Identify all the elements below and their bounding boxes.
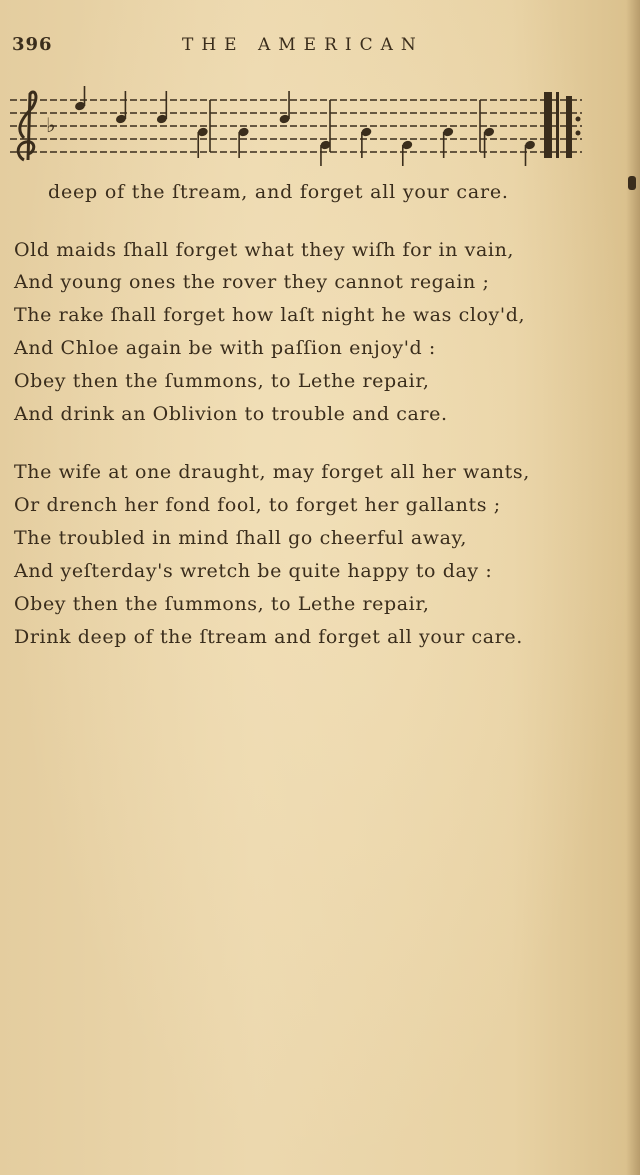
music-staff	[10, 86, 582, 166]
verse-line: Or drench her fond fool, to forget her gallants ;	[14, 494, 501, 516]
flat-sign-icon: ♭	[46, 113, 56, 137]
verse-line: Old maids ſhall forget what they wiſh for in vain,	[14, 239, 515, 261]
verse-line: The troubled in mind ſhall go cheerful away,	[14, 527, 467, 549]
final-barline-icon	[544, 92, 581, 158]
verse-line: And Chloe again be with paſſion enjoy'd :	[14, 337, 436, 359]
verse-line: Drink deep of the ſtream and forget all your care.	[14, 626, 523, 648]
verse-line: Obey then the ſummons, to Lethe repair,	[14, 593, 430, 615]
margin-ink-mark	[628, 176, 636, 190]
verse-line: And yeſterday's wretch be quite happy to day :	[14, 560, 493, 582]
page-number: 396	[12, 34, 53, 55]
verse-line: The wife at one draught, may forget all her wants,	[14, 461, 530, 483]
verse-line: And drink an Oblivion to trouble and care.	[14, 403, 448, 425]
verse-line: Obey then the ſummons, to Lethe repair,	[14, 370, 430, 392]
carry-over-line: deep of the ſtream, and forget all your care.	[48, 181, 509, 203]
running-head: THE AMERICAN	[182, 35, 424, 55]
verse-line: And young ones the rover they cannot regain ;	[14, 271, 490, 293]
verse-line: The rake ſhall forget how laſt night he was cloy'd,	[14, 304, 526, 326]
